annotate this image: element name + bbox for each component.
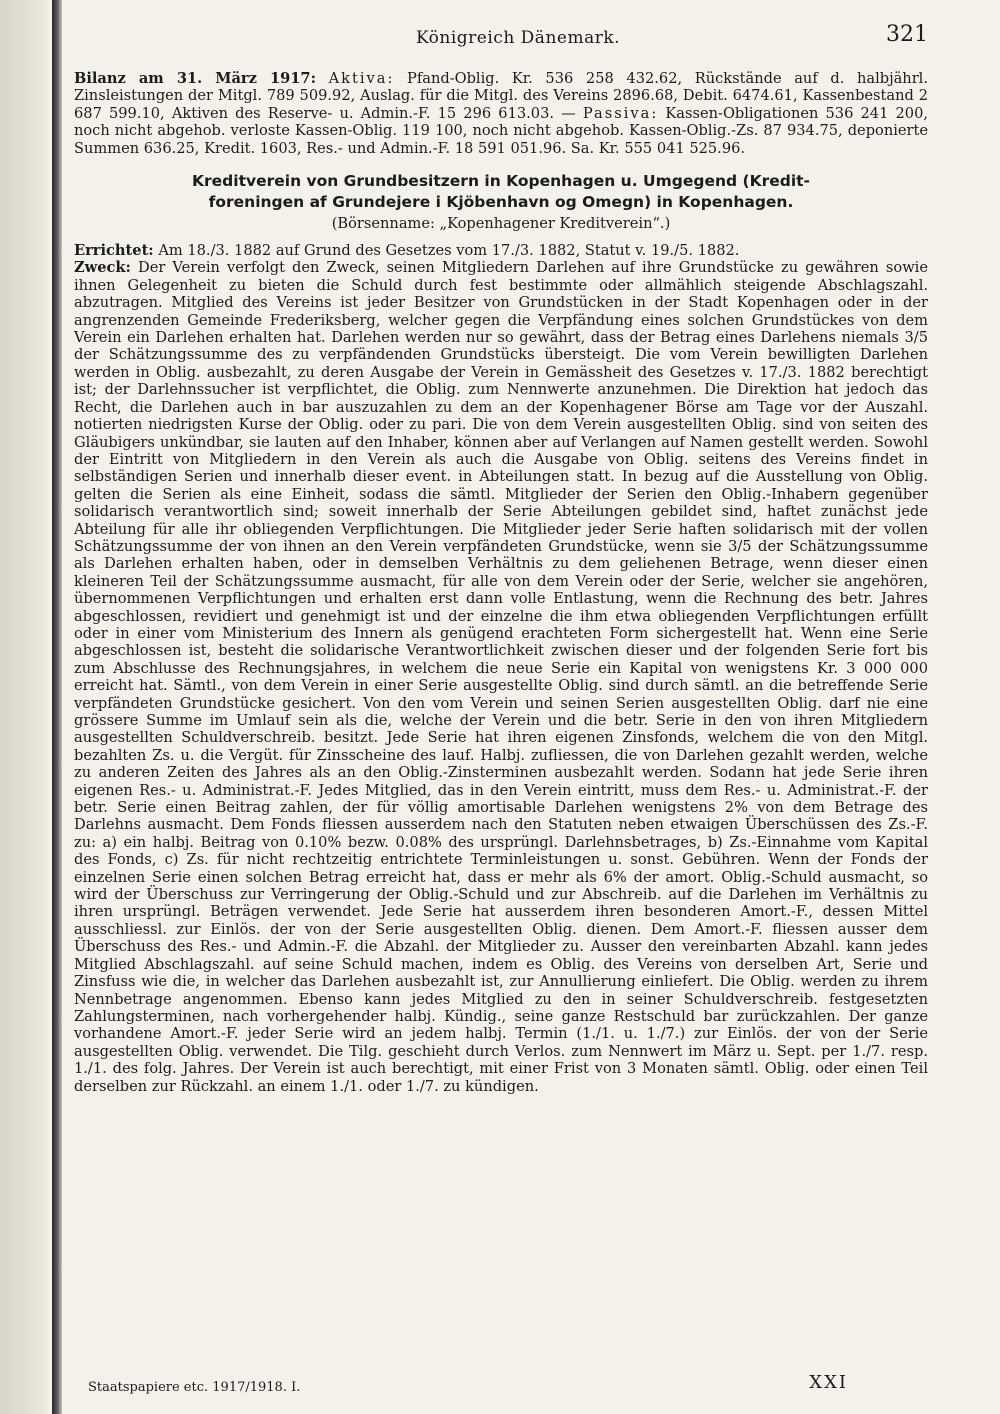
boersenname: (Börsenname: „Kopenhagener Kreditverein“.) [331, 215, 671, 233]
signature-mark: XXI [809, 1372, 848, 1393]
bilanz-label: Bilanz am 31. März 1917: [74, 70, 316, 87]
errichtet-text: Am 18./3. 1882 auf Grund des Gesetzes vom 17./3. 1882, Statut v. 19./5. 1882. [158, 242, 740, 260]
adjacent-page-edge [0, 0, 52, 1414]
passiva-text: Kassen-Obligationen 536 241 200, noch nicht abgehob. verloste Kassen-Oblig. 119 100, noch nicht abgehob. Kassen-Oblig.-Zs. 87 934.75, deponierte Summen 636.25, Kredit. 1603, Res.- und Admin.-F. 18 591 051.96. Sa. Kr. 555 041 525.96. [74, 104, 928, 157]
book-gutter [52, 0, 62, 1414]
aktiva-label: Aktiva: [328, 70, 395, 87]
running-title: Königreich Dänemark. [415, 28, 621, 48]
document-page [68, 18, 968, 1398]
section-title-line-1: Kreditverein von Grundbesitzern in Kopenhagen u. Umgegend (Kredit- [192, 172, 810, 191]
errichtet-paragraph [74, 242, 928, 259]
errichtet-label: Errichtet: [74, 242, 154, 260]
aktiva-text: Pfand-Oblig. Kr. 536 258 432.62, Rückstände auf d. halbjährl. Zinsleistungen der Mitgl. 789 509.92, Auslag. für die Mitgl. des Vereins 2896.68, Debit. 6474.61, Kassenbestand 2 687 599.10, Aktiven des Reserve- u. Admin.-F. 15 296 613.03. — [74, 70, 928, 122]
section-title-line-2: foreningen af Grundejere i Kjöbenhavn og Omegn) in Kopenhagen. [208, 193, 794, 212]
page-header [68, 18, 968, 64]
bilanz-paragraph [74, 70, 928, 157]
passiva-label: Passiva: [582, 104, 659, 122]
zweck-paragraph [74, 259, 928, 1095]
footer-imprint: Staatspapiere etc. 1917/1918. I. [88, 1380, 301, 1395]
page-footer [88, 1370, 928, 1398]
zweck-label: Zweck: [74, 259, 131, 277]
zweck-text: Der Verein verfolgt den Zweck, seinen Mitgliedern Darlehen auf ihre Grundstücke zu gewähren sowie ihnen Gelegenheit zu bieten die Schuld durch fest bestimmte oder allmählich steigende Abschlagszahl. abzutragen. Mitglied des Vereins ist jeder Besitzer von Grundstücken in der Stadt Kopenhagen oder in der angrenzenden Gemeinde Frederiksberg, welcher gegen die Verpfändung eines solchen Grundstückes von dem Verein ein Darlehen erhalten hat. Darlehen werden nur so gewährt, dass der Betrag eines Darlehens niemals 3/5 der Schätzungssumme des zu verpfändenden Grundstücks übersteigt. Die vom Verein bewilligten Darlehen werden in Oblig. ausbezahlt, zu deren Ausgabe der Verein in Gemässheit des Gesetzes v. 17./3. 1882 berechtigt ist; der Darlehnssucher ist verpflichtet, die Oblig. zum Nennwerte anzunehmen. Die Direktion hat jedoch das Recht, die Darlehen auch in bar auszuzahlen zu dem an der Kopenhagener Börse am Tage vor der Auszahl. notierten niedrigsten Kurse der Oblig. oder zu pari. Die von dem Verein ausgestellten Oblig. sind von seiten des Gläubigers unkündbar, sie lauten auf den Inhaber, können aber auf Verlangen auf Namen gestellt werden. Sowohl der Eintritt von Mitgliedern in den Verein als auch die Ausgabe von Oblig. seitens des Vereins findet in selbständigen Serien und innerhalb dieser event. in Abteilungen statt. In bezug auf die Ausstellung von Oblig. gelten die Serien als eine Einheit, sodass die sämtl. Mitglieder der Serien den Oblig.-Inhabern gegenüber solidarisch verantwortlich sind; soweit innerhalb der Serie Abteilungen gebildet sind, haftet zunächst jede Abteilung für alle ihr obliegenden Verpflichtungen. Die Mitglieder jeder Serie haften solidarisch mit der vollen Schätzungssumme der von ihnen an den Verein verpfändeten Grundstücke, wenn sie 3/5 der Schätzungssumme als Darlehen erhalten haben, oder in demselben Verhältnis zu dem geliehenen Betrage, wenn dieser einen kleineren Teil der Schätzungssumme ausmacht, für alle von dem Verein oder der Serie, welcher sie angehören, übernommenen Verpflichtungen und erhalten erst dann volle Entlastung, wenn die Rechnung des betr. Jahres abgeschlossen, revidiert und genehmigt ist und der einzelne die ihm etwa obliegenden Verpflichtungen erfüllt oder in einer vom Ministerium des Innern als genügend erachteten Form sichergestellt hat. Wenn eine Serie abgeschlossen ist, besteht die solidarische Verantwortlichkeit zwischen dieser und der folgenden Serie fort bis zum Abschlusse des Rechnungsjahres, in welchem die neue Serie ein Kapital von wenigstens Kr. 3 000 000 erreicht hat. Sämtl., von dem Verein in einer Serie ausgestellte Oblig. sind durch sämtl. an die betreffende Serie verpfändeten Grundstücke gesichert. Von den vom Verein und seinen Serien ausgestellten Oblig. darf nie eine grössere Summe im Umlauf sein als die, welche der Verein und die betr. Serie in den von ihren Mitgliedern ausgestellten Schuldverschreib. besitzt. Jede Serie hat ihren eigenen Zinsfonds, welchem die von den Mitgl. bezahlten Zs. u. die Vergüt. für Zinsscheine des lauf. Halbj. zufliessen, die von Darlehen gezahlt werden, welche zu anderen Zeiten des Jahres als an den Oblig.-Zinsterminen ausbezahlt werden. Sodann hat jede Serie ihren eigenen Res.- u. Administrat.-F. Jedes Mitglied, das in den Verein eintritt, muss dem Res.- u. Administrat.-F. der betr. Serie einen Beitrag zahlen, der für völlig amortisable Darlehen wenigstens 2% von dem Betrage des Darlehns ausmacht. Dem Fonds fliessen ausserdem nach den Statuten neben etwaigen Überschüssen des Zs.-F. zu: a) ein halbj. Beitrag von 0.10% bezw. 0.08% des ursprüngl. Darlehnsbetrages, b) Zs.-Einnahme vom Kapital des Fonds, c) Zs. für nicht rechtzeitig entrichtete Terminleistungen u. sonst. Gebühren. Wenn der Fonds der einzelnen Serie einen solchen Betrag erreicht hat, dass er mehr als 6% der amort. Oblig.-Schuld ausmacht, so wird der Überschuss zur Verringerung der Oblig.-Schuld und zur Abschreib. auf die Darlehen im Verhältnis zu ihren ursprüngl. Beträgen verwendet. Jede Serie hat ausserdem ihren besonderen Amort.-F., dessen Mittel ausschliessl. zur Einlös. der von der Serie ausgestellten Oblig. dienen. Dem Amort.-F. fliessen ausser dem Überschuss des Res.- und Admin.-F. die Abzahl. der Mitglieder zu. Ausser den vereinbarten Abzahl. kann jedes Mitglied Abschlagszahl. auf seine Schuld machen, indem es Oblig. des Vereins von derselben Art, Serie und Zinsfuss wie die, in welcher das Darlehen ausbezahlt ist, zur Annullierung einliefert. Die Oblig. werden zu ihrem Nennbetrage angenommen. Ebenso kann jedes Mitglied zu den in seiner Schuldverschreib. festgesetzten Zahlungsterminen, nach vorhergehender halbj. Kündig., seine ganze Restschuld bar zurückzahlen. Der ganze vorhandene Amort.-F. jeder Serie wird an jedem halbj. Termin (1./1. u. 1./7.) zur Einlös. der von der Serie ausgestellten Oblig. verwendet. Die Tilg. geschieht durch Verlos. zum Nennwert im März u. Sept. per 1./7. resp. 1./1. des folg. Jahres. Der Verein ist auch berechtigt, mit einer Frist von 3 Monaten sämtl. Oblig. oder einen Teil derselben zur Rückzahl. an einem 1./1. oder 1./7. zu kündigen. [74, 259, 928, 1095]
page-number: 321 [886, 22, 928, 47]
section-title [74, 171, 928, 213]
